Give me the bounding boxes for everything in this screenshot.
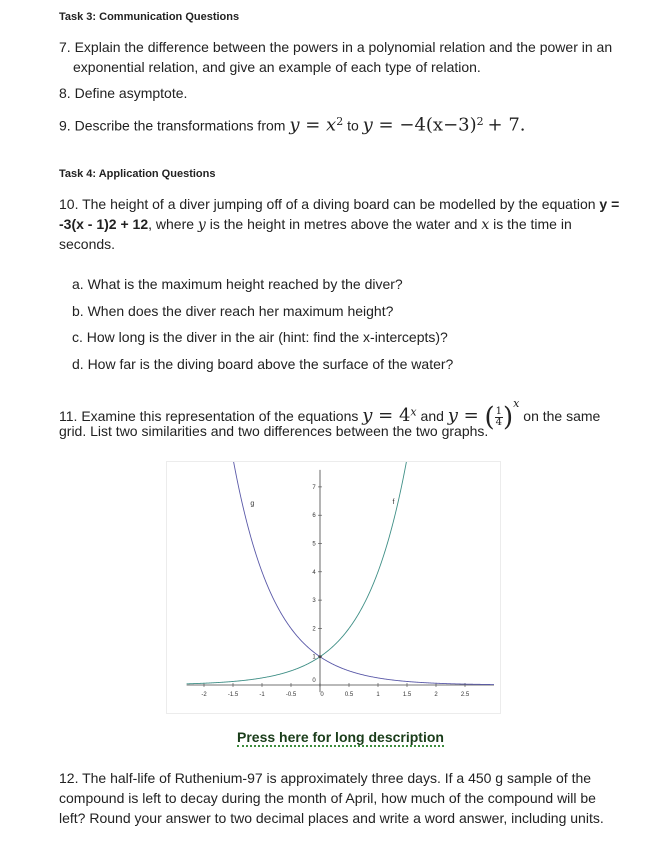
q10-desc1: is the height in metres above the water and — [209, 216, 478, 232]
q8-text: Define asymptote. — [74, 85, 188, 101]
q7-line1: Explain the difference between the powers in a polynomial relation and the power in an — [74, 39, 613, 55]
q10-line1-eq: y = — [599, 196, 620, 212]
q12-line3: left? Round your answer to two decimal places and write a word answer, including units. — [59, 810, 604, 826]
graph-svg — [167, 462, 500, 713]
curve-g — [234, 462, 494, 685]
q9-eq2-tail: + 7. — [487, 114, 526, 136]
long-description-link-wrap — [237, 729, 444, 745]
x-tick-label: 1.5 — [402, 692, 412, 698]
curve-f — [187, 462, 407, 684]
q8-number: 8. — [59, 85, 71, 101]
x-tick-label: 1 — [376, 692, 380, 698]
q10-equation: -3(x - 1)2 + 12 — [59, 216, 149, 232]
q10-line3: seconds. — [59, 236, 116, 252]
y-tick-label: 4 — [312, 569, 316, 576]
q11-line1: 11. Examine this representation of the equations $y = 4^x$ and y = ( $\frac{1}{4}$ )$^x$ on the same — [59, 397, 601, 433]
x-tick-label: -1.5 — [227, 692, 239, 698]
q11-eq1-base: 4 — [398, 405, 411, 426]
q10-part-d: d. How far is the diving board above the surface of the water? — [72, 356, 454, 372]
question-7 — [59, 37, 639, 57]
q10-where: , where — [148, 216, 195, 232]
q9-eq2-lhs: y — [362, 114, 373, 136]
q11-eq1-lhs: y — [362, 405, 373, 426]
q12-line2: compound is left to decay during the month of April, how much of the compound will be — [59, 790, 596, 806]
q9-eq1-exp: 2 — [336, 115, 344, 128]
q10-part-c: c. How long is the diver in the air (hint: find the x-intercepts)? — [72, 329, 448, 345]
y-tick-label: 7 — [312, 484, 316, 491]
q10-desc2: is the time in — [493, 216, 572, 232]
q9-eq2-body: −4(x−3) — [399, 114, 477, 136]
x-tick-label: 2.5 — [460, 692, 470, 698]
q11-suffix: on the same — [523, 408, 601, 424]
q7-line2: exponential relation, and give an example of each type of relation. — [73, 59, 481, 75]
q11-eq1-exp: x — [410, 405, 417, 419]
y-tick-label: 3 — [312, 598, 316, 605]
q10-line1 — [59, 194, 619, 214]
q9-mid: to — [347, 117, 359, 134]
q12-line1: 12. The half-life of Ruthenium-97 is approximately three days. If a 450 g sample of the — [59, 770, 592, 786]
task4-heading: Task 4: Application Questions — [59, 168, 216, 180]
exponential-graph — [166, 461, 501, 714]
y-tick-label: 1 — [312, 654, 316, 661]
x-tick-label: -1 — [259, 692, 265, 698]
y-tick-label: 0 — [312, 678, 316, 684]
q9-eq1-lhs: y — [289, 114, 300, 136]
task3-heading: Task 3: Communication Questions — [59, 11, 240, 23]
x-tick-label: 0.5 — [344, 692, 354, 698]
long-description-link[interactable]: Press here for long description — [237, 729, 444, 745]
q10-line2 — [59, 214, 572, 235]
y-tick-label: 2 — [312, 626, 316, 633]
graph-axes — [187, 470, 494, 692]
x-tick-label: 0 — [320, 692, 324, 698]
graph-labels — [250, 499, 394, 507]
q11-eq2-exp: x — [513, 397, 520, 410]
y-tick-label: 5 — [312, 541, 316, 548]
x-tick-label: 2 — [434, 692, 438, 698]
graph-curves — [187, 462, 494, 685]
graph-ticks — [201, 485, 470, 698]
q9-eq1-rhs: x — [326, 114, 337, 136]
question-9: 9. Describe the transformations from $y = x^2$ to $y = -4(x-3)^2 + 7$. — [59, 114, 526, 136]
q9-prefix: Describe the transformations from — [74, 117, 286, 134]
q7-number: 7. — [59, 39, 71, 55]
q10-var-x: x — [481, 217, 490, 233]
q11-and: and — [420, 408, 444, 424]
q9-eq2-exp: 2 — [476, 115, 484, 128]
intersection-point — [319, 655, 322, 658]
q11-fraction — [495, 407, 503, 428]
q10-var-y: y — [197, 217, 206, 233]
curve-label-g: g — [250, 500, 255, 508]
q11-eq2-lhs: y — [447, 405, 458, 426]
x-tick-label: -0.5 — [285, 692, 297, 698]
q11-line2: grid. List two similarities and two differences between the two graphs. — [59, 423, 489, 439]
q9-number: 9. — [59, 117, 71, 134]
y-tick-label: 6 — [312, 513, 316, 520]
question-8 — [59, 83, 187, 103]
q10-line1-text: 10. The height of a diver jumping off of a diving board can be modelled by the equation — [59, 196, 596, 212]
q11-frac-num: 1 — [495, 405, 503, 417]
curve-label-f: f — [392, 498, 395, 506]
x-tick-label: -2 — [201, 692, 207, 698]
q11-frac-den: 4 — [495, 416, 503, 428]
q10-part-b: b. When does the diver reach her maximum height? — [72, 303, 394, 319]
q11-prefix: 11. Examine this representation of the equations — [59, 408, 359, 424]
q10-part-a: a. What is the maximum height reached by the diver? — [72, 276, 403, 292]
